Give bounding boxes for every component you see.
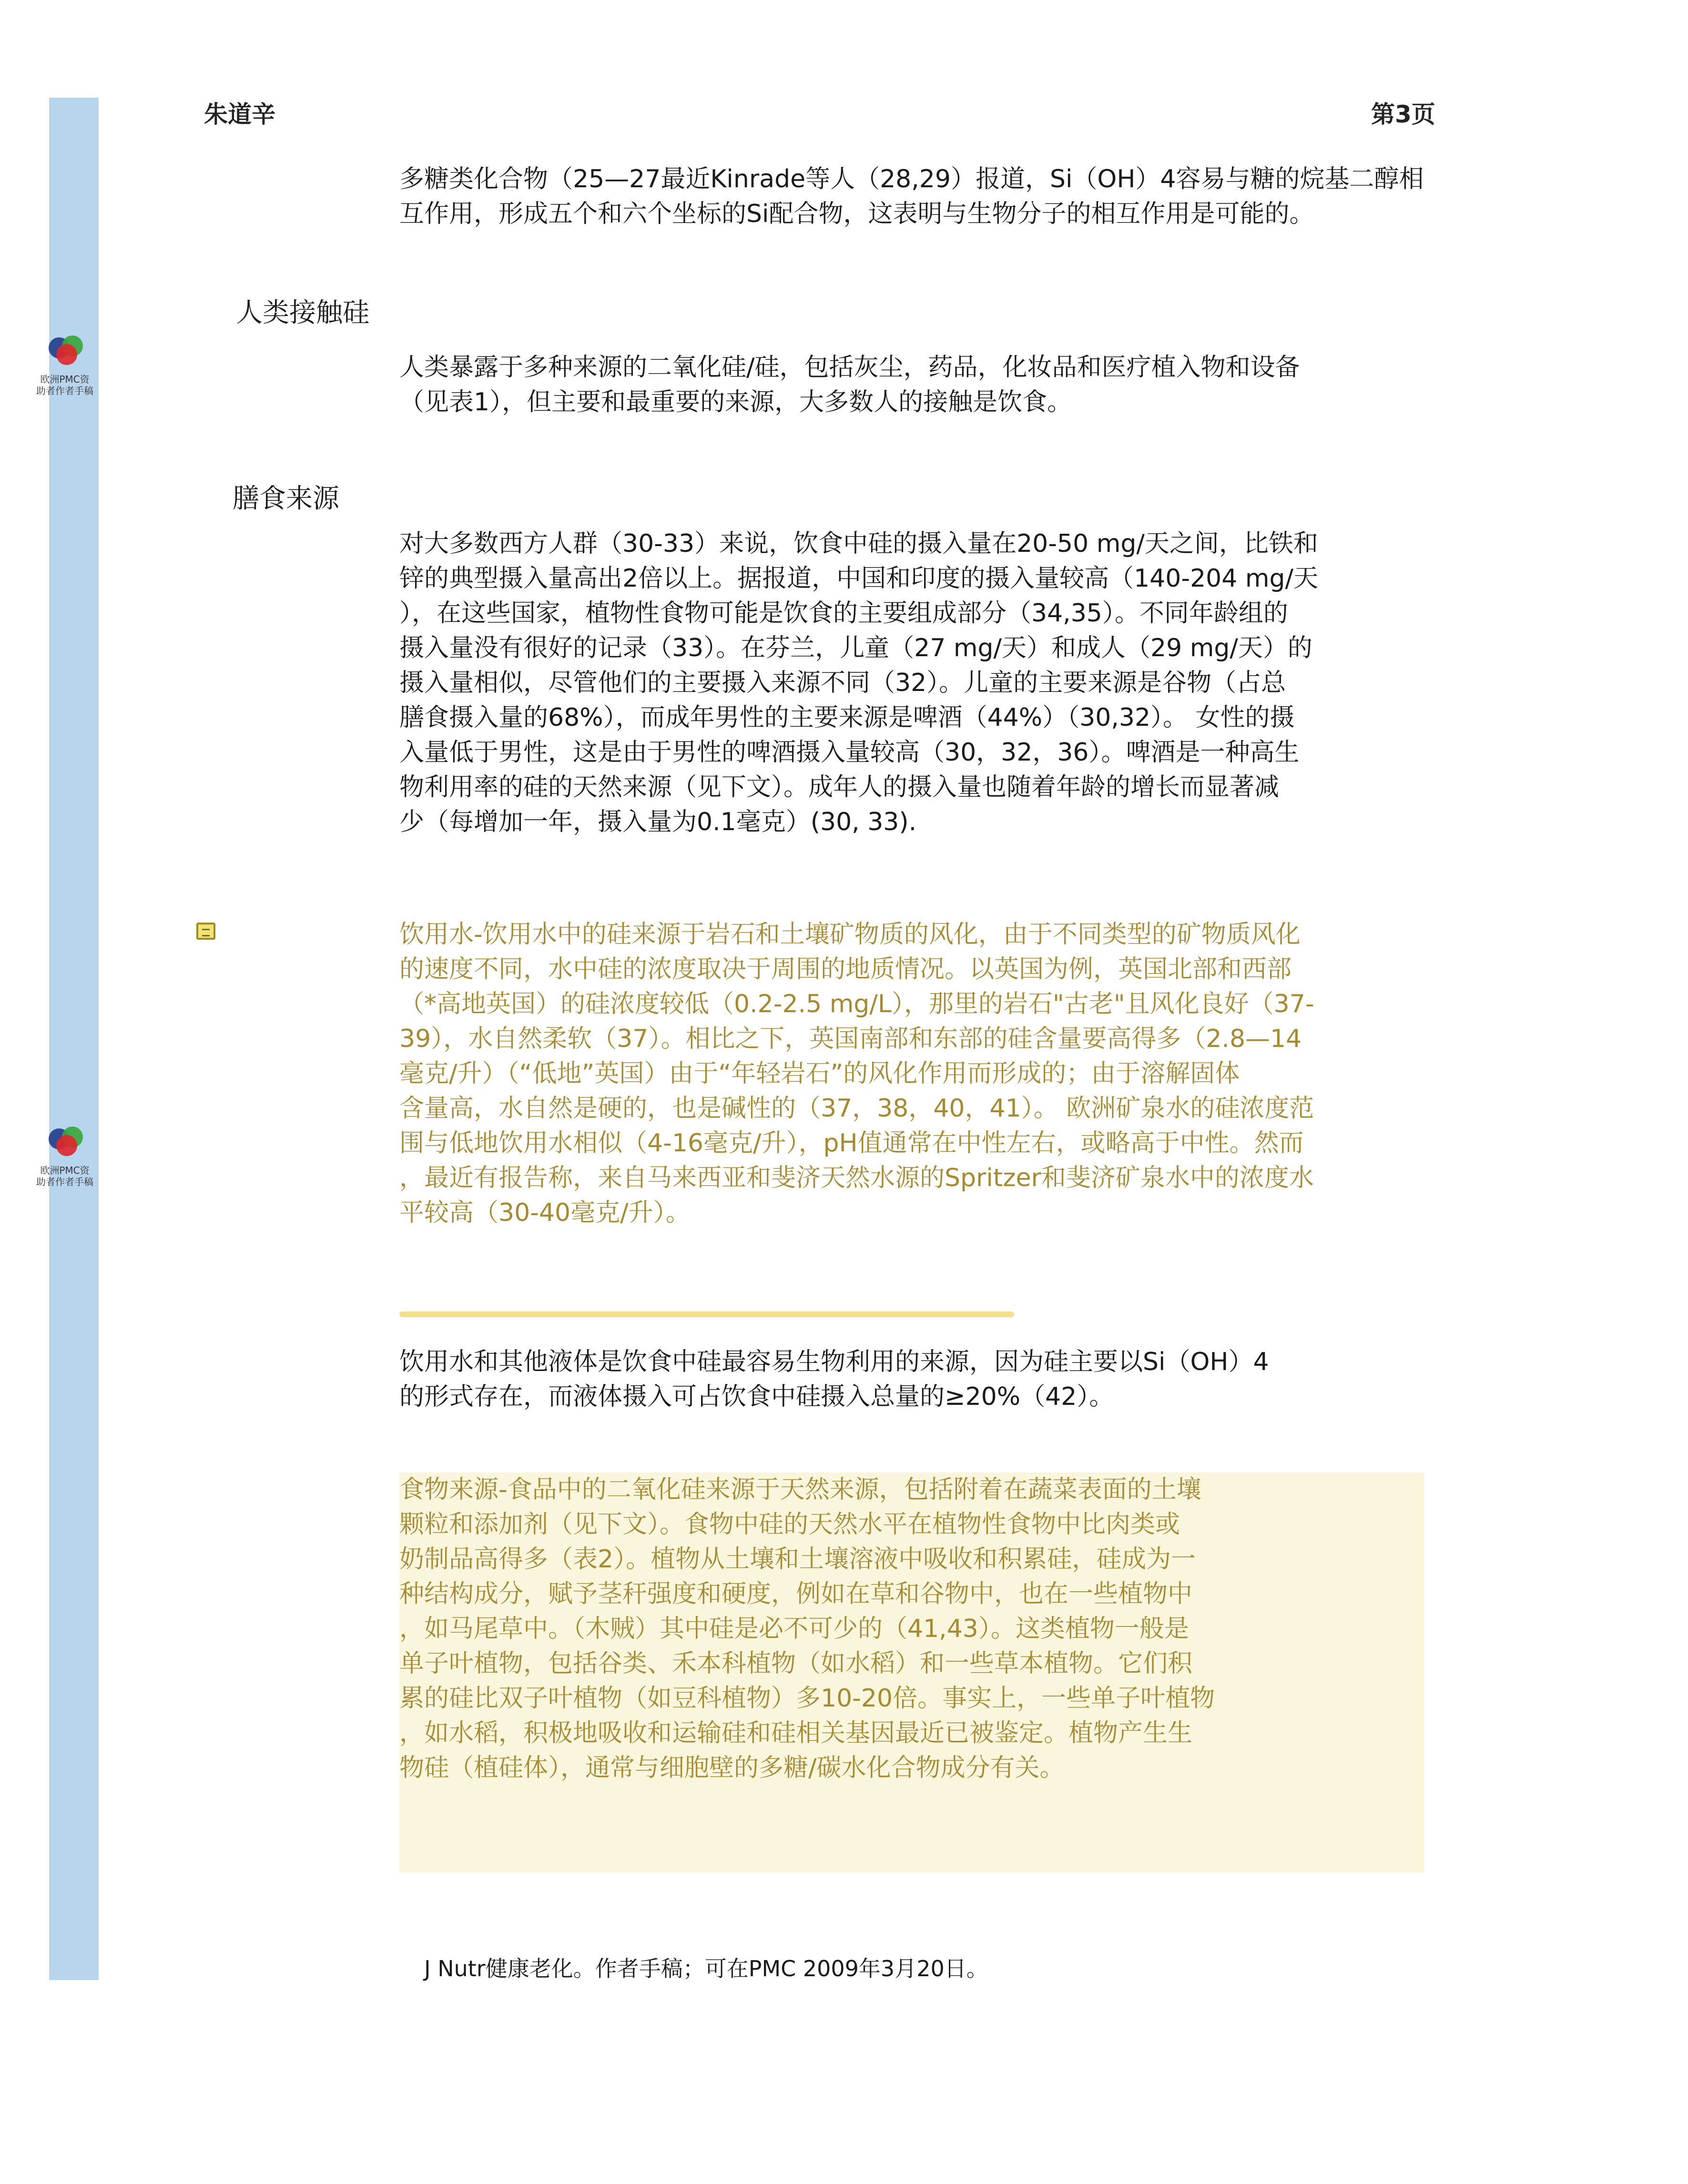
diet-paragraph: 对大多数西方人群（30-33）来说，饮食中硅的摄入量在20-50 mg/天之间，比铁和 锌的典型摄入量高出2倍以上。据报道，中国和印度的摄入量较高（140-204 mg/天 ），在这些国家，植物性食物可能是饮食的主要组成部分（34,35）。不同年龄组的 摄入量没有很好的记录（33）。在芬兰，儿童（27 mg/天）和成人（29 mg/天）的 摄入量相似，尽管他们的主要摄入来源不同（32）。儿童的主要来源是谷物（占总 膳食摄入量的68%），而成年男性的主要来源是啤酒（44%）（30,32）。 女性的摄 入量低于男性，这是由于男性的啤酒摄入量较高（30，32，36）。啤酒是一种高生 物利用率的硅的天然来源（见下文）。成年人的摄入量也随着年龄的增长而显著减 少（每增加一年，摄入量为0.1毫克）(30, 33). bbox=[399, 529, 1319, 836]
section-heading-diet: 膳食来源 bbox=[233, 483, 339, 514]
human-exposure-paragraph: 人类暴露于多种来源的二氧化硅/硅，包括灰尘，药品，化妆品和医疗植入物和设备 （见表1），但主要和最重要的来源，大多数人的接触是饮食。 bbox=[399, 353, 1300, 416]
pmc-badge-top bbox=[36, 334, 93, 396]
pmc-badge-caption: 欧洲PMC资助者作者手稿 bbox=[36, 374, 93, 396]
pmc-logo-icon bbox=[46, 1125, 84, 1163]
liquids-paragraph: 饮用水和其他液体是饮食中硅最容易生物利用的来源，因为硅主要以Si（OH）4 的形式存在，而液体摄入可占饮食中硅摄入总量的≥20%（42）。 bbox=[399, 1348, 1269, 1411]
intro-paragraph: 多糖类化合物（25—27最近Kinrade等人（28,29）报道，Si（OH）4容易与糖的烷基二醇相 互作用，形成五个和六个坐标的Si配合物，这表明与生物分子的相互作用是可能的。 bbox=[399, 165, 1424, 228]
drinking-water-paragraph: 饮用水-饮用水中的硅来源于岩石和土壤矿物质的风化，由于不同类型的矿物质风化 的速度不同，水中硅的浓度取决于周围的地质情况。以英国为例，英国北部和西部 （*高地英国）的硅浓度较低（0.2-2.5 mg/L），那里的岩石"古老"且风化良好（37- 39），水自然柔软（37）。相比之下，英国南部和东部的硅含量要高得多（2.8—14 毫克/升）（“低地”英国）由于“年轻岩石”的风化作用而形成的；由于溶解固体 含量高，水自然是硬的，也是碱性的（37，38，40，41）。 欧洲矿泉水的硅浓度范 围与低地饮用水相似（4-16毫克/升），pH值通常在中性左右，或略高于中性。然而 ，最近有报告称，来自马来西亚和斐济天然水源的Spritzer和斐济矿泉水中的浓度水 平较高（30-40毫克/升）。 bbox=[399, 920, 1314, 1227]
page-number: 第3页 bbox=[1371, 101, 1435, 128]
food-source-paragraph: 食物来源-食品中的二氧化硅来源于天然来源，包括附着在蔬菜表面的土壤 颗粒和添加剂（见下文）。食物中硅的天然水平在植物性食物中比肉类或 奶制品高得多（表2）。植物从土壤和土壤溶液中吸收和积累硅，硅成为一 种结构成分，赋予茎秆强度和硬度，例如在草和谷物中，也在一些植物中 ，如马尾草中。（木贼）其中硅是必不可少的（41,43）。这类植物一般是 单子叶植物，包括谷类、禾本科植物（如水稻）和一些草本植物。它们积 累的硅比双子叶植物（如豆科植物）多10-20倍。事实上，一些单子叶植物 ，如水稻，积极地吸收和运输硅和硅相关基因最近已被鉴定。植物产生生 物硅（植硅体），通常与细胞壁的多糖/碳水化合物成分有关。 bbox=[399, 1475, 1215, 1782]
pmc-badge-bottom bbox=[36, 1125, 93, 1188]
running-head-author: 朱道辛 bbox=[204, 101, 275, 128]
footer-citation: J Nutr健康老化。作者手稿；可在PMC 2009年3月20日。 bbox=[424, 1956, 988, 1981]
note-icon[interactable] bbox=[196, 923, 215, 940]
pmc-logo-icon bbox=[46, 334, 84, 372]
section-heading-human-exposure: 人类接触硅 bbox=[236, 297, 369, 328]
highlight-underline bbox=[399, 1311, 1014, 1317]
pmc-badge-caption: 欧洲PMC资助者作者手稿 bbox=[36, 1165, 93, 1188]
